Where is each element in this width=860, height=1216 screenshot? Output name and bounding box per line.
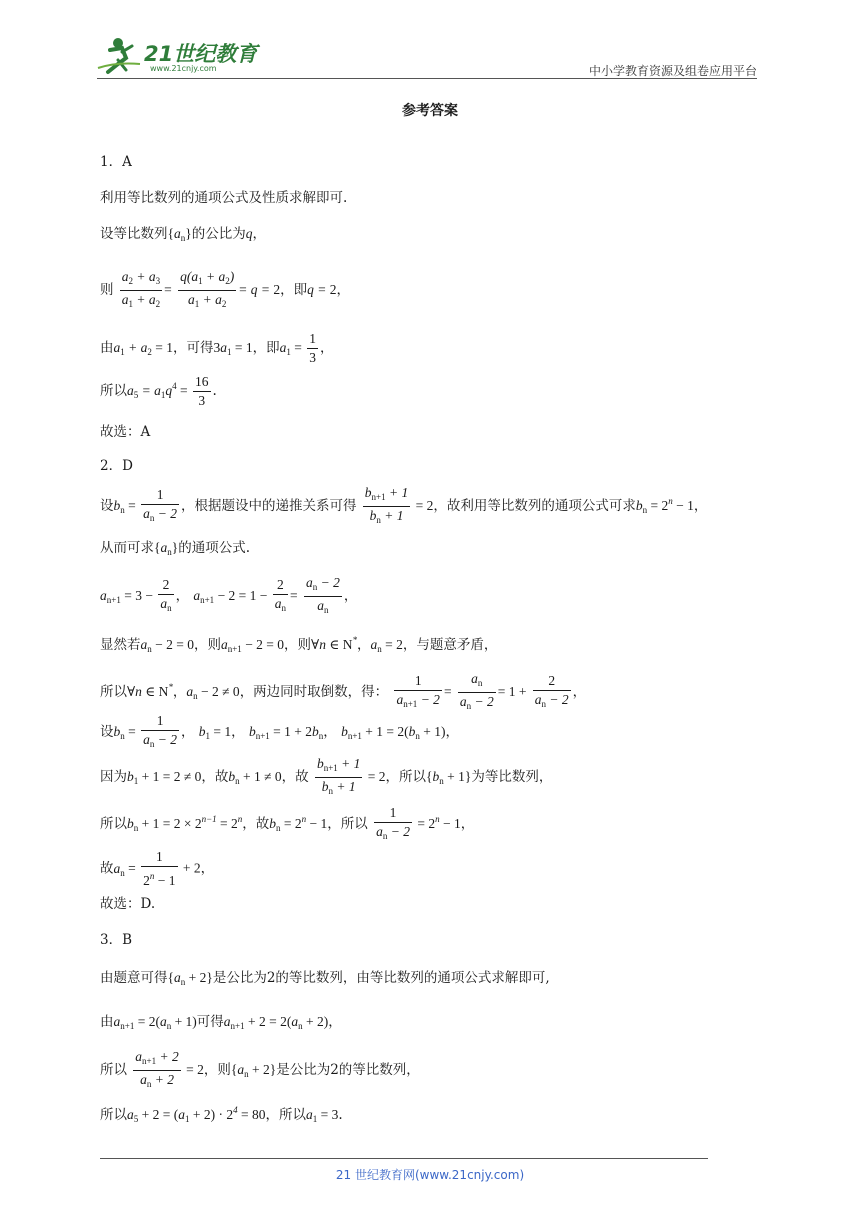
q3-line1: 由题意可得$\{a_n + 2\}$是公比为2的等比数列，由等比数列的通项公式求解即可,: [100, 970, 550, 987]
logo-url: www.21cnjy.com: [150, 64, 217, 73]
q1-line3: 由$a_1 + a_2 = 1$，可得$3a_1 = 1$，即$a_1$ = $\frac{1}{3}$ ，: [100, 331, 334, 365]
header-platform-text: 中小学教育资源及组卷应用平台: [588, 64, 757, 78]
header-divider: [97, 78, 757, 79]
logo-text: 21世纪教育: [144, 42, 258, 66]
q2-line8: 所以$b_n + 1 = 2 \times 2^{n-1} = 2^n$，故$b_n = 2^n - 1$，所以 $\frac{1}{a_n - 2}$ = $2^n - 1$，: [100, 805, 475, 841]
q1-hint: 利用等比数列的通项公式及性质求解即可.: [100, 190, 348, 206]
q1-answer: 故选：A: [100, 424, 151, 440]
q1-line2: 则 $\frac{a_2 + a_3}{a_1 + a_2}$ = $\frac{q(a_1 + a_2)}{a_1 + a_2}$ = q = 2，即q = 2，: [100, 269, 350, 309]
q3-label: 3．B: [100, 932, 133, 948]
q1-label: 1．A: [100, 154, 132, 170]
q2-line5: 所以∀n ∈ N*，$a_n - 2 \ne 0$，两边同时取倒数，得： $\frac{1}{a_{n+1} - 2}$ = $\frac{a_n}{a_n - 2}$ = 1 + $\frac{2}{a_n - 2}$ ，: [100, 671, 587, 711]
q2-answer: 故选：D.: [100, 896, 156, 912]
q1-line1: 设等比数列$\{a_n\}$的公比为q，: [100, 226, 266, 243]
q3-line4: 所以$a_5 + 2 = (a_1 + 2) \cdot 2^4 = 80$，所以$a_1 = 3$.: [100, 1105, 343, 1124]
page-title: 参考答案: [402, 103, 458, 119]
q2-line3: $a_{n+1} = 3$ − $\frac{2}{a_n}$ ， $a_{n+1} - 2 = 1$ − $\frac{2}{a_n}$ = $\frac{a_n - 2}{a_n}$ ，: [100, 575, 358, 615]
q1-line4: 所以$a_5 = a_1q^4$ = $\frac{16}{3}$ .: [100, 374, 217, 408]
q2-line6: 设$b_n$ = $\frac{1}{a_n - 2}$ ， $b_1 = 1$， $b_{n+1} = 1 + 2b_n$， $b_{n+1} + 1 = 2(b_n + 1)$，: [100, 713, 459, 749]
q3-line3: 所以 $\frac{a_{n+1} + 2}{a_n + 2}$ = 2，则$\{a_n + 2\}$是公比为2的等比数列，: [100, 1049, 420, 1089]
q3-line2: 由$a_{n+1} = 2(a_n + 1)$可得$a_{n+1} + 2 = 2(a_n + 2)$，: [100, 1014, 342, 1031]
q2-line4: 显然若$a_n - 2 = 0$，则$a_{n+1} - 2 = 0$，则∀n ∈ N*，$a_n = 2$，与题意矛盾，: [100, 635, 498, 654]
footer-divider: [100, 1158, 708, 1159]
q2-line9: 故$a_n$ = $\frac{1}{2^n - 1}$ + 2，: [100, 849, 215, 888]
q2-line7: 因为$b_1 + 1 = 2 \ne 0$，故$b_n + 1 \ne 0$，故 $\frac{b_{n+1} + 1}{b_n + 1}$ = 2，所以$\{b_n + 1\}$为等比数列，: [100, 756, 553, 796]
q2-line1: 设$b_n$ = $\frac{1}{a_n - 2}$ ，根据题设中的递推关系可得 $\frac{b_{n+1} + 1}{b_n + 1}$ = 2，故利用等比数列的通项公式可求$b_n = 2^n - 1$，: [100, 485, 708, 525]
footer-link[interactable]: 21 世纪教育网(www.21cnjy.com): [335, 1168, 525, 1182]
q2-line2: 从而可求$\{a_n\}$的通项公式.: [100, 540, 251, 557]
q2-label: 2．D: [100, 458, 133, 474]
